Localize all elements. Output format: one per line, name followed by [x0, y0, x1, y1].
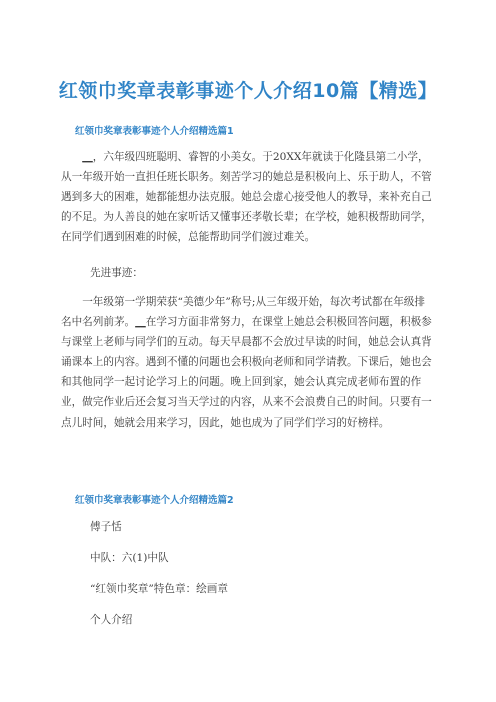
student-name: 傅子恬	[90, 521, 122, 533]
paragraph-2-rest: 在学习方面非常努力，在课堂上她总会积极回答问题，积极参与课堂上老师与同学们的互动。每天早晨都不会放过早读的时间，她总会认真背诵课本上的内容。遇到不懂的问题也会积极向老师和同学请教。下课后，她也会和其他同学一起讨论学习上的问题。晚上回到家，她会认真完成老师布置的作业，做完作业后还会复习当天学过的内容，从来不会浪费自己的时间。只要有一点儿时间，她就会用来学习，因此，她也成为了同学们学习的好榜样。	[61, 316, 432, 429]
name-blank: __	[82, 151, 93, 163]
paragraph-2-start: 一年级第一学期荣获“美德少年”称号;从三年级开始，每次考试都在年级排名中名列前茅。	[61, 296, 425, 329]
name-blank-2: __	[135, 316, 146, 329]
section-1-paragraph-1	[61, 147, 433, 247]
badge-line: “红领巾奖章”特色章：绘画章	[90, 583, 228, 595]
deeds-label: 先进事迹：	[90, 267, 143, 279]
squad-line: 中队：六(1)中队	[90, 552, 169, 564]
intro-label: 个人介绍	[90, 614, 133, 626]
section-1-paragraph-2	[61, 292, 433, 433]
section-1-heading: 红领巾奖章表彰事迹个人介绍精选篇1	[75, 126, 234, 137]
section-2-heading: 红领巾奖章表彰事迹个人介绍精选篇2	[75, 495, 234, 506]
document-title: 红领巾奖章表彰事迹个人介绍10篇【精选】	[58, 80, 438, 102]
paragraph-1-text: ，六年级四班聪明、睿智的小美女。于20XX年就读于化隆县第二小学，从一年级开始一直担任班长职务。刻苦学习的她总是积极向上、乐于助人，不管遇到多大的困难，她都能想办法克服。她总会虚心接受他人的教导，来补充自己的不足。为人善良的她在家听话又懂事还孝敬长辈；在学校，她积极帮助同学，在同学们遇到困难的时候，总能帮助同学们渡过难关。	[61, 151, 432, 244]
